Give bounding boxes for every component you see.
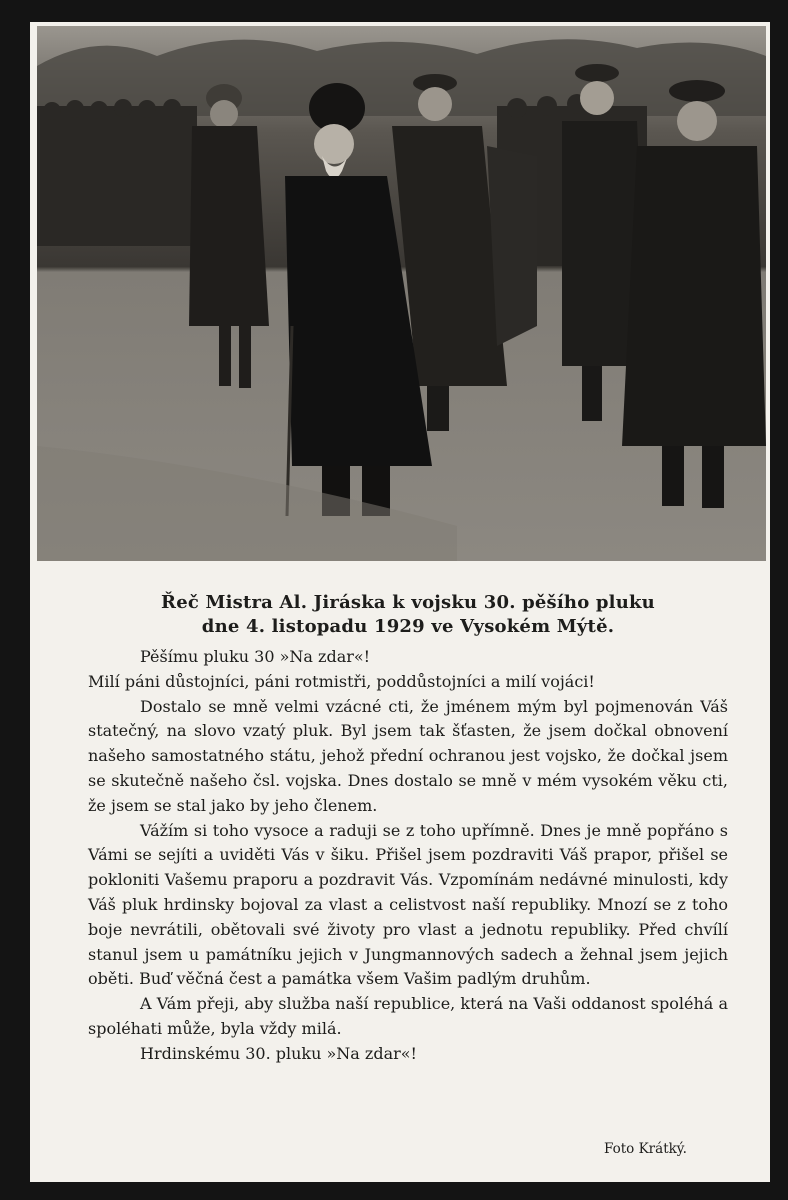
- photo-credit: Foto Krátký.: [604, 1141, 687, 1157]
- speech-body: [88, 645, 728, 1067]
- photograph: [37, 26, 766, 561]
- headline-line-1: Řeč Mistra Al. Jiráska k vojsku 30. pěšího pluku: [161, 592, 655, 613]
- headline: [88, 591, 728, 639]
- speech-paragraph: Hrdinskému 30. pluku »Na zdar«!: [140, 1043, 417, 1063]
- speech-paragraph: Dostalo se mně velmi vzácné cti, že jménem mým byl pojmenován Váš statečný, na slovo vzatý pluk. Byl jsem tak šťasten, že jsem dočkal obnovení našeho samostatného státu, jehož přední ochranou jest vojsko, že dočkal jsem se skutečně našeho čsl. vojska. Dnes dostalo se mně v mém vysokém věku cti, že jsem se stal jako by jeho členem.: [88, 696, 728, 815]
- speech-paragraph: Milí páni důstojníci, páni rotmistři, poddůstojníci a milí vojáci!: [88, 671, 595, 691]
- headline-line-2: dne 4. listopadu 1929 ve Vysokém Mýtě.: [201, 616, 615, 637]
- speech-paragraph: Vážím si toho vysoce a raduji se z toho upřímně. Dnes je mně popřáno s Vámi se sejíti a uviděti Vás v šiku. Přišel jsem pozdraviti Váš prapor, přišel se pokloniti Vašemu praporu a pozdravit Vás. Vzpomínám nedávné minulosti, kdy Váš pluk hrdinsky bojoval za vlast a celistvost naší republiky. Mnozí se z toho boje nevrátili, obětovali své životy pro vlast a jednotu republiky. Před chvílí stanul jsem u památníku jejich v Jungmannových sadech a žehnal jsem jejich oběti. Buď věčná čest a památka všem Vašim padlým druhům.: [88, 820, 728, 989]
- speech-paragraph: A Vám přeji, aby služba naší republice, která na Vaši oddanost spoléhá a spoléhati může, byla vždy milá.: [88, 994, 728, 1038]
- photograph-scene: [37, 26, 766, 561]
- speech-paragraph: Pěšímu pluku 30 »Na zdar«!: [140, 647, 371, 666]
- speech-text-block: [88, 591, 728, 1067]
